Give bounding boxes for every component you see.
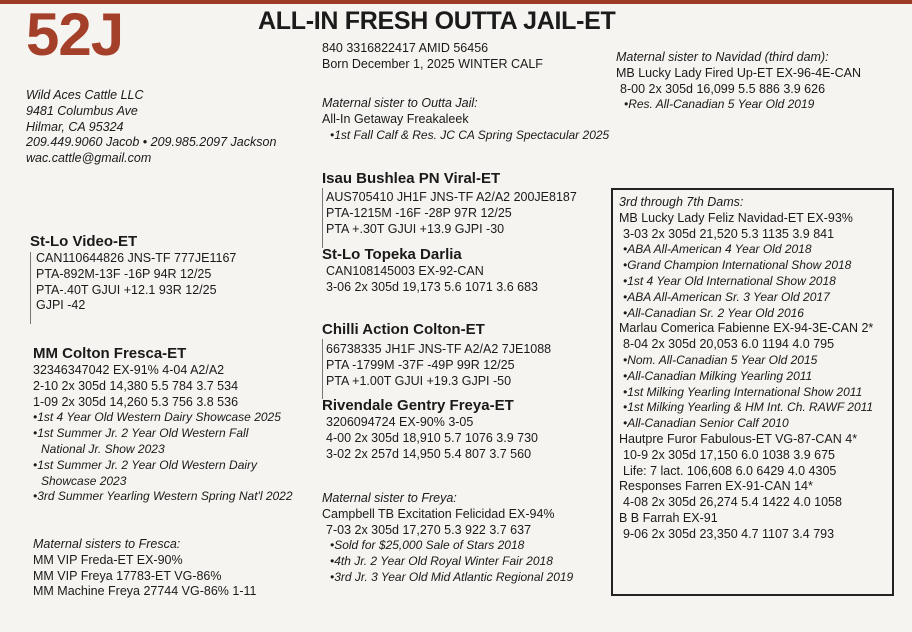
sire-details [36, 251, 236, 314]
third-sire-name: Chilli Action Colton-ET [322, 321, 485, 338]
third-dam-record: 3-02 2x 257d 14,950 5.4 807 3.7 560 [326, 446, 532, 461]
sister-freya [322, 491, 573, 586]
dam-name: Responses Farren EX-91-CAN 14* [619, 479, 813, 494]
granddam-block [322, 246, 538, 296]
granddam-name: St-Lo Topeka Darlia [322, 246, 462, 263]
sister-navidad-label: Maternal sister to Navidad (third dam): [616, 50, 829, 64]
third-sire-block [322, 321, 485, 339]
dam-sire-line: AUS705410 JH1F JNS-TF A2/A2 200JE8187 [326, 190, 577, 204]
consignor-email: wac.cattle@gmail.com [26, 151, 152, 166]
third-dam-block [322, 397, 538, 462]
consignor-street: 9481 Columbus Ave [26, 103, 138, 118]
sister-navidad-record: 8-00 2x 305d 16,099 5.5 886 3.9 626 [620, 81, 826, 96]
dam-record: 10-9 2x 305d 17,150 6.0 1038 3.9 675 [623, 447, 835, 462]
dam-award: Showcase 2023 [41, 473, 127, 488]
dam-record: 3-03 2x 305d 21,520 5.3 1135 3.9 841 [623, 226, 835, 241]
dam-name: MB Lucky Lady Feliz Navidad-ET EX-93% [619, 210, 853, 225]
dam-note: •ABA All-American Sr. 3 Year Old 2017 [623, 289, 830, 304]
sister-item: MM Machine Freya 27744 VG-86% 1-11 [33, 584, 257, 599]
dam-note: •1st 4 Year Old International Show 2018 [623, 273, 836, 288]
dam-registration: 32346347042 EX-91% 4-04 A2/A2 [33, 363, 225, 377]
dam-record: 8-04 2x 305d 20,053 6.0 1194 4.0 795 [623, 337, 835, 352]
sister-outta-jail [322, 96, 609, 143]
sister-freya-name: Campbell TB Excitation Felicidad EX-94% [322, 506, 555, 521]
sister-label: Maternal sister to Outta Jail: [322, 96, 478, 110]
dam-name: B B Farrah EX-91 [619, 510, 718, 525]
dam-record: 2-10 2x 305d 14,380 5.5 784 3.7 534 [33, 378, 239, 393]
top-rule [0, 0, 912, 4]
third-sire-line: PTA +1.00T GJUI +19.3 GJPI -50 [326, 373, 512, 388]
dam-record: 9-06 2x 305d 23,350 4.7 1107 3.4 793 [623, 526, 835, 541]
dam-record: 4-08 2x 305d 26,274 5.4 1422 4.0 1058 [623, 495, 842, 510]
third-sire-line: 66738335 JH1F JNS-TF A2/A2 7JE1088 [326, 342, 552, 356]
third-sire-details [326, 342, 551, 389]
dam-sire-name: Isau Bushlea PN Viral-ET [322, 170, 501, 187]
sire-name: St-Lo Video-ET [30, 233, 138, 250]
sire-line: PTA-892M-13F -16P 94R 12/25 [36, 266, 212, 281]
dam-note: •Nom. All-Canadian 5 Year Old 2015 [623, 352, 818, 367]
dam-record: 1-09 2x 305d 14,260 5.3 756 3.8 536 [33, 394, 239, 409]
sister-navidad [616, 50, 861, 113]
sister-navidad-name: MB Lucky Lady Fired Up-ET EX-96-4E-CAN [616, 65, 861, 80]
sire-line: PTA-.40T GJUI +12.1 93R 12/25 [36, 282, 217, 297]
sister-navidad-note: •Res. All-Canadian 5 Year Old 2019 [624, 97, 815, 112]
sire-line: CAN110644826 JNS-TF 777JE1167 [36, 251, 237, 265]
consignor-city: Hilmar, CA 95324 [26, 119, 124, 134]
dam-name: Hautpre Furor Fabulous-ET VG-87-CAN 4* [619, 431, 858, 446]
sire-bracket [30, 252, 31, 324]
dam-award: •1st 4 Year Old Western Dairy Showcase 2025 [33, 410, 281, 425]
sire-block [30, 233, 137, 251]
dam-sire-bracket [322, 188, 323, 248]
sister-name: All-In Getaway Freakaleek [322, 111, 469, 126]
dam-name: MM Colton Fresca-ET [33, 345, 187, 362]
registration-line: 840 3316822417 AMID 56456 [322, 41, 489, 55]
dam-award: •3rd Summer Yearling Western Spring Nat'l 2022 [33, 489, 293, 504]
dam-name: Marlau Comerica Fabienne EX-94-3E-CAN 2* [619, 321, 874, 336]
dam-award: National Jr. Show 2023 [41, 441, 165, 456]
sisters-label: Maternal sisters to Fresca: [33, 537, 181, 551]
granddam-registration: CAN108145003 EX-92-CAN [326, 264, 484, 278]
sister-item: MM VIP Freya 17783-ET VG-86% [33, 568, 222, 583]
dam-note: •ABA All-American 4 Year Old 2018 [623, 242, 812, 257]
granddam-record: 3-06 2x 305d 19,173 5.6 1071 3.6 683 [326, 279, 538, 294]
dam-note: •Grand Champion International Show 2018 [623, 258, 852, 273]
third-sire-line: PTA -1799M -37F -49P 99R 12/25 [326, 357, 515, 372]
consignor-info [26, 88, 276, 167]
dam-record: Life: 7 lact. 106,608 6.0 6429 4.0 4305 [623, 463, 837, 478]
dam-note: •1st Milking Yearling & HM Int. Ch. RAWF 2011 [623, 400, 874, 415]
consignor-phones: 209.449.9060 Jacob • 209.985.2097 Jackson [26, 135, 277, 150]
sire-line: GJPI -42 [36, 298, 86, 313]
dams-box-label: 3rd through 7th Dams: [619, 195, 744, 209]
sister-freya-label: Maternal sister to Freya: [322, 491, 457, 505]
sisters-fresca [33, 537, 256, 600]
dams-box-content [619, 195, 873, 543]
dam-award: •1st Summer Jr. 2 Year Old Western Fall [33, 426, 249, 441]
dam-sire-details [326, 190, 577, 237]
sister-freya-note: •4th Jr. 2 Year Old Royal Winter Fair 2018 [330, 554, 553, 569]
third-dam-name: Rivendale Gentry Freya-ET [322, 397, 514, 414]
sister-note: •1st Fall Calf & Res. JC CA Spring Spectacular 2025 [330, 127, 610, 142]
animal-info [322, 41, 543, 73]
birth-line: Born December 1, 2025 WINTER CALF [322, 56, 543, 71]
sister-freya-record: 7-03 2x 305d 17,270 5.3 922 3.7 637 [326, 522, 532, 537]
dam-note: •1st Milking Yearling International Show 2011 [623, 384, 863, 399]
dam-block [33, 345, 293, 505]
animal-name: ALL-IN FRESH OUTTA JAIL-ET [258, 7, 616, 35]
dam-award: •1st Summer Jr. 2 Year Old Western Dairy [33, 457, 258, 472]
dam-note: •All-Canadian Sr. 2 Year Old 2016 [623, 305, 804, 320]
consignor-name: Wild Aces Cattle LLC [26, 88, 144, 102]
dam-note: •All-Canadian Milking Yearling 2011 [623, 368, 813, 383]
dam-sire-block [322, 170, 500, 188]
lot-number: 52J [26, 1, 124, 68]
sister-freya-note: •Sold for $25,000 Sale of Stars 2018 [330, 538, 525, 553]
sister-freya-note: •3rd Jr. 3 Year Old Mid Atlantic Regional 2019 [330, 569, 574, 584]
dam-sire-line: PTA-1215M -16F -28P 97R 12/25 [326, 205, 512, 220]
dam-note: •All-Canadian Senior Calf 2010 [623, 416, 789, 431]
third-sire-bracket [322, 339, 323, 399]
sister-item: MM VIP Freda-ET EX-90% [33, 552, 183, 567]
dam-sire-line: PTA +.30T GJUI +13.9 GJPI -30 [326, 221, 505, 236]
third-dam-record: 4-00 2x 305d 18,910 5.7 1076 3.9 730 [326, 430, 538, 445]
third-dam-registration: 3206094724 EX-90% 3-05 [326, 415, 474, 429]
